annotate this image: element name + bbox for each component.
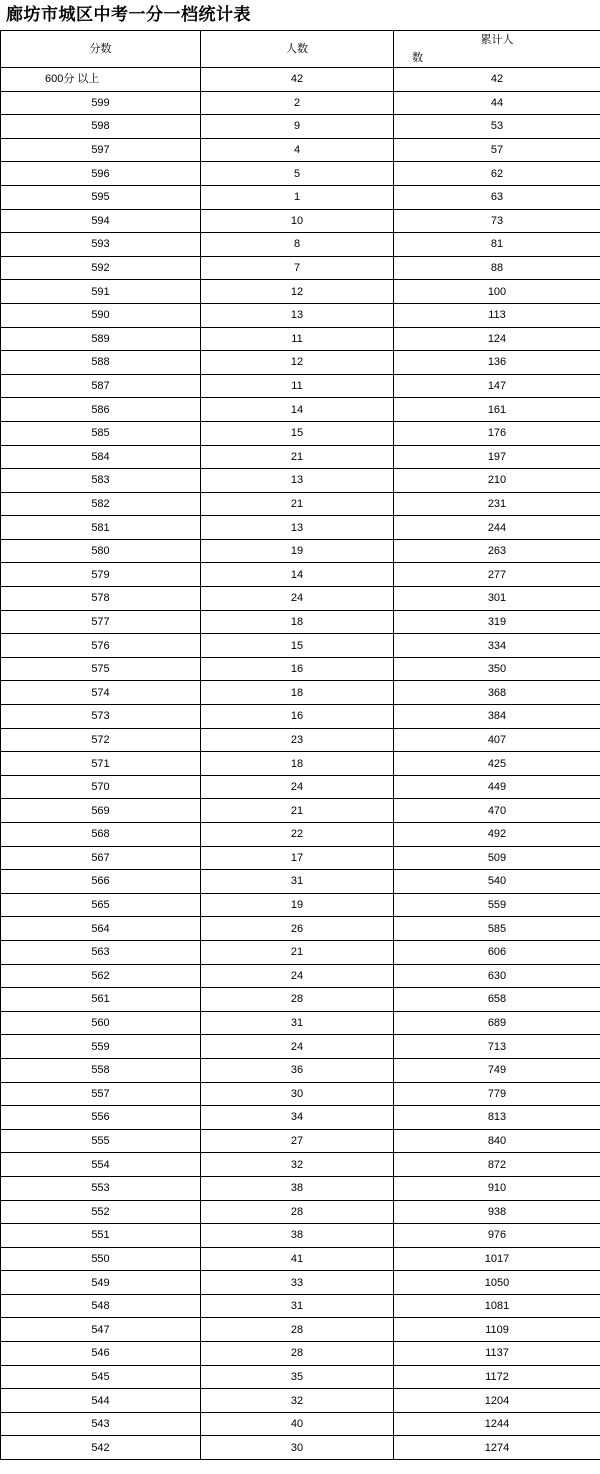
cell-count: 24 — [201, 775, 394, 799]
column-header-cumulative-line2: 数 — [412, 52, 423, 64]
cell-count: 9 — [201, 115, 394, 139]
cell-count: 13 — [201, 516, 394, 540]
cell-score: 578 — [1, 587, 201, 611]
cell-cumulative: 88 — [394, 256, 600, 280]
cell-score — [1, 68, 201, 92]
cell-count: 5 — [201, 162, 394, 186]
cell-count: 13 — [201, 469, 394, 493]
cell-cumulative: 1204 — [394, 1389, 600, 1413]
cell-cumulative: 301 — [394, 587, 600, 611]
cell-count: 38 — [201, 1176, 394, 1200]
table-row — [1, 1082, 600, 1106]
cell-count: 30 — [201, 1436, 394, 1460]
cell-cumulative: 197 — [394, 445, 600, 469]
table-row — [1, 1011, 600, 1035]
cell-score: 590 — [1, 303, 201, 327]
table-row — [1, 1058, 600, 1082]
cell-count: 41 — [201, 1247, 394, 1271]
cell-count: 36 — [201, 1058, 394, 1082]
cell-count: 7 — [201, 256, 394, 280]
table-row — [1, 374, 600, 398]
table-row — [1, 1247, 600, 1271]
table-row — [1, 563, 600, 587]
cell-cumulative: 1081 — [394, 1294, 600, 1318]
cell-score: 574 — [1, 681, 201, 705]
cell-count: 21 — [201, 445, 394, 469]
table-row — [1, 68, 600, 92]
cell-cumulative: 161 — [394, 398, 600, 422]
cell-cumulative: 1109 — [394, 1318, 600, 1342]
cell-cumulative: 689 — [394, 1011, 600, 1035]
cell-score: 542 — [1, 1436, 201, 1460]
cell-count: 38 — [201, 1224, 394, 1248]
cell-cumulative: 779 — [394, 1082, 600, 1106]
cell-count: 28 — [201, 1342, 394, 1366]
cell-count: 21 — [201, 492, 394, 516]
cell-cumulative: 147 — [394, 374, 600, 398]
cell-score: 560 — [1, 1011, 201, 1035]
cell-score: 563 — [1, 940, 201, 964]
cell-count: 31 — [201, 1294, 394, 1318]
cell-count: 32 — [201, 1153, 394, 1177]
cell-cumulative: 42 — [394, 68, 600, 92]
cell-count: 21 — [201, 940, 394, 964]
cell-cumulative: 57 — [394, 138, 600, 162]
cell-score: 584 — [1, 445, 201, 469]
table-row — [1, 327, 600, 351]
cell-cumulative: 540 — [394, 870, 600, 894]
cell-score: 555 — [1, 1129, 201, 1153]
cell-cumulative: 1172 — [394, 1365, 600, 1389]
score-distribution-table — [0, 30, 600, 1460]
cell-cumulative: 244 — [394, 516, 600, 540]
cell-score: 577 — [1, 610, 201, 634]
cell-cumulative: 368 — [394, 681, 600, 705]
cell-cumulative: 425 — [394, 752, 600, 776]
cell-cumulative: 449 — [394, 775, 600, 799]
cell-count: 1 — [201, 185, 394, 209]
table-row — [1, 940, 600, 964]
cell-count: 24 — [201, 587, 394, 611]
cell-score: 562 — [1, 964, 201, 988]
cell-cumulative: 81 — [394, 233, 600, 257]
table-row — [1, 162, 600, 186]
cell-score: 596 — [1, 162, 201, 186]
table-row — [1, 209, 600, 233]
cell-count: 24 — [201, 1035, 394, 1059]
cell-score-line2: 以上 — [77, 72, 100, 85]
cell-score: 598 — [1, 115, 201, 139]
cell-count: 15 — [201, 634, 394, 658]
cell-count: 13 — [201, 303, 394, 327]
cell-score-line1: 600分 — [45, 72, 75, 85]
table-row — [1, 492, 600, 516]
cell-count: 4 — [201, 138, 394, 162]
cell-score: 579 — [1, 563, 201, 587]
cell-cumulative: 263 — [394, 539, 600, 563]
table-row — [1, 587, 600, 611]
table-row — [1, 516, 600, 540]
table-row — [1, 775, 600, 799]
table-row — [1, 823, 600, 847]
table-row — [1, 728, 600, 752]
cell-count: 32 — [201, 1389, 394, 1413]
cell-score: 583 — [1, 469, 201, 493]
cell-score: 554 — [1, 1153, 201, 1177]
cell-score: 553 — [1, 1176, 201, 1200]
cell-count: 14 — [201, 398, 394, 422]
cell-score: 550 — [1, 1247, 201, 1271]
table-row — [1, 610, 600, 634]
cell-cumulative: 938 — [394, 1200, 600, 1224]
table-row — [1, 1412, 600, 1436]
cell-cumulative: 53 — [394, 115, 600, 139]
table-row — [1, 256, 600, 280]
cell-cumulative: 749 — [394, 1058, 600, 1082]
cell-count: 14 — [201, 563, 394, 587]
cell-cumulative: 277 — [394, 563, 600, 587]
table-row — [1, 185, 600, 209]
cell-score: 581 — [1, 516, 201, 540]
table-row — [1, 280, 600, 304]
table-row — [1, 988, 600, 1012]
cell-score: 587 — [1, 374, 201, 398]
cell-count: 15 — [201, 421, 394, 445]
page-title: 廊坊市城区中考一分一档统计表 — [6, 5, 251, 24]
cell-count: 27 — [201, 1129, 394, 1153]
cell-score: 594 — [1, 209, 201, 233]
table-row — [1, 1365, 600, 1389]
cell-cumulative: 813 — [394, 1106, 600, 1130]
table-row — [1, 1271, 600, 1295]
table-row — [1, 469, 600, 493]
cell-score: 545 — [1, 1365, 201, 1389]
cell-cumulative: 492 — [394, 823, 600, 847]
table-row — [1, 1035, 600, 1059]
cell-count: 19 — [201, 539, 394, 563]
cell-score: 592 — [1, 256, 201, 280]
cell-score: 556 — [1, 1106, 201, 1130]
cell-count: 34 — [201, 1106, 394, 1130]
cell-score: 547 — [1, 1318, 201, 1342]
cell-score: 546 — [1, 1342, 201, 1366]
table-body — [1, 68, 600, 1460]
cell-count: 18 — [201, 610, 394, 634]
table-row — [1, 445, 600, 469]
cell-cumulative: 176 — [394, 421, 600, 445]
column-header-cumulative — [394, 31, 600, 68]
cell-cumulative: 407 — [394, 728, 600, 752]
cell-cumulative: 113 — [394, 303, 600, 327]
cell-cumulative: 124 — [394, 327, 600, 351]
cell-count: 31 — [201, 870, 394, 894]
cell-cumulative: 231 — [394, 492, 600, 516]
cell-count: 18 — [201, 681, 394, 705]
cell-score: 588 — [1, 351, 201, 375]
cell-cumulative: 319 — [394, 610, 600, 634]
cell-score: 589 — [1, 327, 201, 351]
cell-score: 565 — [1, 893, 201, 917]
cell-score: 582 — [1, 492, 201, 516]
cell-cumulative: 1244 — [394, 1412, 600, 1436]
cell-score: 585 — [1, 421, 201, 445]
cell-cumulative: 658 — [394, 988, 600, 1012]
table-row — [1, 681, 600, 705]
table-row — [1, 398, 600, 422]
table-row — [1, 421, 600, 445]
table-row — [1, 1294, 600, 1318]
cell-score: 591 — [1, 280, 201, 304]
cell-score: 559 — [1, 1035, 201, 1059]
cell-cumulative: 509 — [394, 846, 600, 870]
table-row — [1, 870, 600, 894]
cell-score: 576 — [1, 634, 201, 658]
table-row — [1, 138, 600, 162]
cell-cumulative: 136 — [394, 351, 600, 375]
cell-cumulative: 73 — [394, 209, 600, 233]
table-row — [1, 539, 600, 563]
cell-count: 28 — [201, 1200, 394, 1224]
column-header-cumulative-line1: 累计人 — [480, 34, 514, 46]
cell-score: 544 — [1, 1389, 201, 1413]
cell-count: 42 — [201, 68, 394, 92]
table-row — [1, 115, 600, 139]
table-row — [1, 917, 600, 941]
cell-count: 16 — [201, 657, 394, 681]
table-row — [1, 1318, 600, 1342]
cell-cumulative: 976 — [394, 1224, 600, 1248]
cell-score: 575 — [1, 657, 201, 681]
cell-cumulative: 100 — [394, 280, 600, 304]
cell-score: 549 — [1, 1271, 201, 1295]
cell-score: 570 — [1, 775, 201, 799]
cell-score: 569 — [1, 799, 201, 823]
cell-cumulative: 840 — [394, 1129, 600, 1153]
table-row — [1, 964, 600, 988]
cell-score: 552 — [1, 1200, 201, 1224]
cell-score: 595 — [1, 185, 201, 209]
cell-score: 551 — [1, 1224, 201, 1248]
cell-score: 586 — [1, 398, 201, 422]
table-row — [1, 1129, 600, 1153]
cell-cumulative: 630 — [394, 964, 600, 988]
cell-count: 22 — [201, 823, 394, 847]
cell-count: 11 — [201, 374, 394, 398]
table-row — [1, 657, 600, 681]
cell-score: 597 — [1, 138, 201, 162]
cell-cumulative: 872 — [394, 1153, 600, 1177]
cell-cumulative: 384 — [394, 705, 600, 729]
cell-count: 16 — [201, 705, 394, 729]
table-row — [1, 91, 600, 115]
cell-count: 23 — [201, 728, 394, 752]
cell-cumulative: 1050 — [394, 1271, 600, 1295]
table-row — [1, 893, 600, 917]
table-row — [1, 752, 600, 776]
cell-count: 18 — [201, 752, 394, 776]
cell-count: 24 — [201, 964, 394, 988]
cell-cumulative: 44 — [394, 91, 600, 115]
table-row — [1, 634, 600, 658]
table-row — [1, 1200, 600, 1224]
cell-cumulative: 62 — [394, 162, 600, 186]
cell-score: 543 — [1, 1412, 201, 1436]
cell-score: 558 — [1, 1058, 201, 1082]
cell-cumulative: 334 — [394, 634, 600, 658]
table-row — [1, 1153, 600, 1177]
cell-cumulative: 713 — [394, 1035, 600, 1059]
cell-score: 567 — [1, 846, 201, 870]
cell-count: 8 — [201, 233, 394, 257]
cell-score: 599 — [1, 91, 201, 115]
cell-score: 571 — [1, 752, 201, 776]
cell-score: 568 — [1, 823, 201, 847]
cell-score: 572 — [1, 728, 201, 752]
cell-count: 33 — [201, 1271, 394, 1295]
cell-cumulative: 470 — [394, 799, 600, 823]
cell-score: 561 — [1, 988, 201, 1012]
cell-score: 580 — [1, 539, 201, 563]
cell-count: 31 — [201, 1011, 394, 1035]
table-row — [1, 1389, 600, 1413]
cell-count: 21 — [201, 799, 394, 823]
cell-cumulative: 559 — [394, 893, 600, 917]
cell-cumulative: 63 — [394, 185, 600, 209]
cell-count: 12 — [201, 280, 394, 304]
cell-cumulative: 910 — [394, 1176, 600, 1200]
cell-score: 593 — [1, 233, 201, 257]
cell-cumulative: 1017 — [394, 1247, 600, 1271]
column-header-score-label: 分数 — [89, 43, 112, 55]
table-row — [1, 1176, 600, 1200]
cell-count: 26 — [201, 917, 394, 941]
cell-count: 19 — [201, 893, 394, 917]
cell-count: 2 — [201, 91, 394, 115]
table-row — [1, 1342, 600, 1366]
column-header-count-label: 人数 — [286, 43, 308, 55]
cell-count: 17 — [201, 846, 394, 870]
cell-count: 35 — [201, 1365, 394, 1389]
column-header-score — [1, 31, 201, 68]
column-header-count — [201, 31, 394, 68]
cell-count: 10 — [201, 209, 394, 233]
cell-cumulative: 585 — [394, 917, 600, 941]
cell-count: 30 — [201, 1082, 394, 1106]
table-row — [1, 303, 600, 327]
table-row — [1, 351, 600, 375]
cell-score: 566 — [1, 870, 201, 894]
table-row — [1, 846, 600, 870]
cell-cumulative: 606 — [394, 940, 600, 964]
cell-cumulative: 350 — [394, 657, 600, 681]
cell-count: 28 — [201, 1318, 394, 1342]
cell-cumulative: 1274 — [394, 1436, 600, 1460]
cell-score: 548 — [1, 1294, 201, 1318]
table-row — [1, 705, 600, 729]
cell-count: 12 — [201, 351, 394, 375]
cell-score: 564 — [1, 917, 201, 941]
cell-cumulative: 1137 — [394, 1342, 600, 1366]
table-row — [1, 1106, 600, 1130]
table-row — [1, 1436, 600, 1460]
table-row — [1, 233, 600, 257]
cell-count: 40 — [201, 1412, 394, 1436]
cell-cumulative: 210 — [394, 469, 600, 493]
table-row — [1, 1224, 600, 1248]
table-header-row — [1, 31, 600, 68]
table-row — [1, 799, 600, 823]
cell-count: 28 — [201, 988, 394, 1012]
cell-count: 11 — [201, 327, 394, 351]
cell-score: 573 — [1, 705, 201, 729]
cell-score: 557 — [1, 1082, 201, 1106]
